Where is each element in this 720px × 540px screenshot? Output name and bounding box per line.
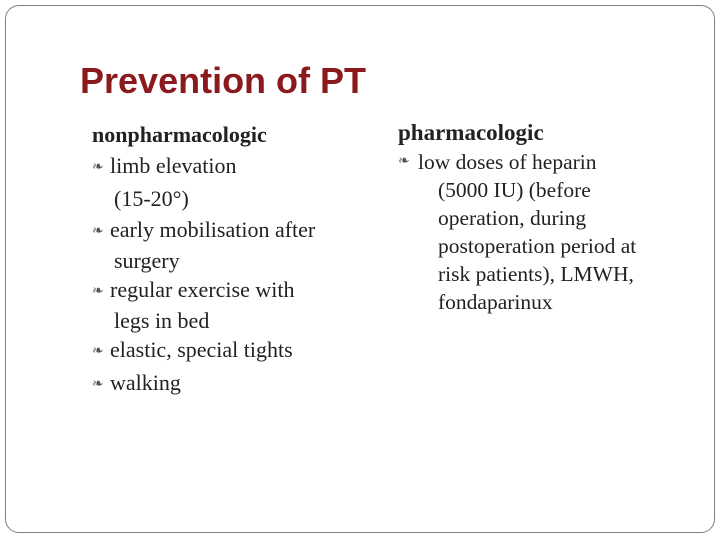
pharmacologic-column [398, 118, 698, 316]
list-item-continuation: (15-20°) [114, 186, 189, 211]
list-item-text: regular exercise with [110, 277, 295, 302]
list-item [398, 148, 698, 316]
list-item-text: walking [110, 370, 181, 395]
list-item-continuation: (5000 IU) (before [438, 178, 591, 202]
bullet-icon: ❧ [92, 377, 104, 392]
nonpharmacologic-heading: nonpharmacologic [92, 122, 267, 147]
list-item-text: limb elevation [110, 153, 237, 178]
list-item-text: low doses of heparin [418, 150, 597, 174]
list-item [92, 274, 392, 307]
list-item [92, 334, 392, 367]
list-item-continuation: postoperation period at [438, 234, 637, 258]
list-item-continuation: operation, during [438, 206, 587, 230]
bullet-icon: ❧ [92, 224, 104, 239]
slide-title: Prevention of PT [80, 60, 367, 101]
list-item [92, 367, 392, 400]
nonpharmacologic-column [92, 120, 392, 400]
list-item-continuation: legs in bed [114, 308, 210, 333]
list-item-continuation: fondaparinux [438, 290, 553, 314]
list-item-text: early mobilisation after [110, 217, 316, 242]
bullet-icon: ❧ [92, 160, 104, 175]
bullet-icon: ❧ [398, 154, 410, 169]
pharmacologic-heading: pharmacologic [398, 120, 544, 145]
list-item-text: elastic, special tights [110, 337, 293, 362]
bullet-icon: ❧ [92, 284, 104, 299]
bullet-icon: ❧ [92, 344, 104, 359]
list-item-continuation: surgery [114, 248, 180, 273]
list-item [92, 214, 392, 247]
list-item [92, 150, 392, 183]
list-item-continuation: risk patients), LMWH, [438, 262, 634, 286]
